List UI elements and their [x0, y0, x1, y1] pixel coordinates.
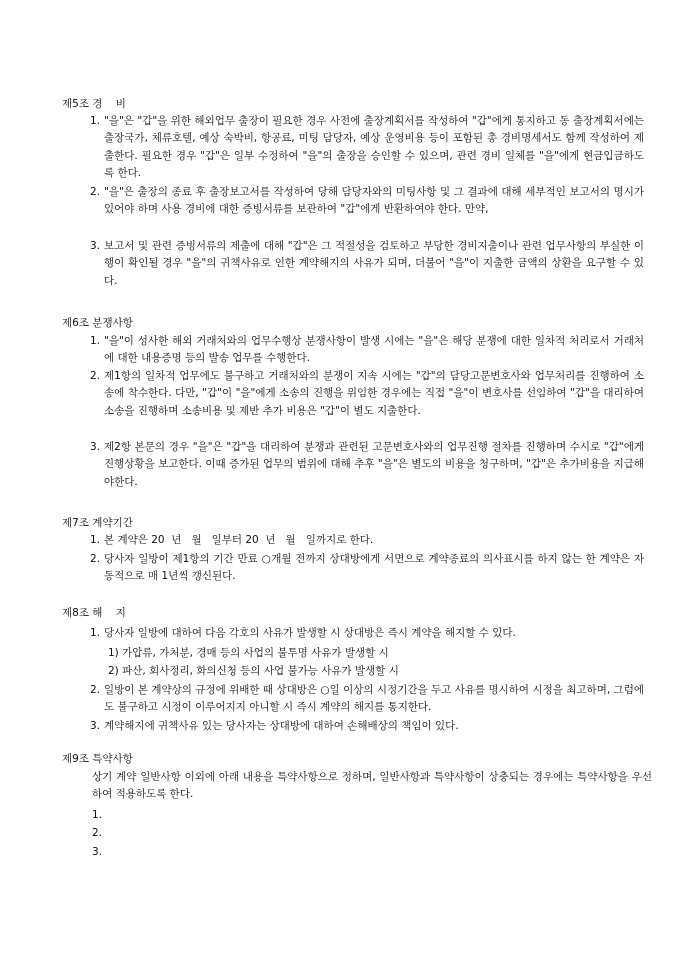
article-9-blank-3: 3. — [92, 846, 103, 858]
article-8-title: 제8조 해 지 — [62, 607, 126, 619]
article-5-title: 제5조 경 비 — [62, 98, 126, 110]
item-text: "을"이 성사한 해외 거래처와의 업무수행상 분쟁사항이 발생 시에는 "을"은 해당 분쟁에 대한 일차적 처리로서 거래처에 대한 내용증명 등의 발송 업무를 수행한다. — [104, 335, 644, 365]
item-number: 2. — [90, 684, 101, 696]
article-8-subitem-2: 2) 파산, 회사정리, 화의신청 등의 사업 불가능 사유가 발생할 시 — [108, 665, 399, 677]
item-number: 2. — [90, 186, 101, 198]
item-text: "을"은 출장의 종료 후 출장보고서를 작성하여 당해 담당자와의 미팅사항 및 그 결과에 대해 세부적인 보고서의 명시가 있어야 하며 사용 경비에 대한 증빙서류를 보관하여 "갑"에게 반환하여야 한다. 만약, — [104, 186, 644, 216]
article-9-text: 상기 계약 일반사항 이외에 아래 내용을 특약사항으로 정하며, 일반사항과 특약사항이 상충되는 경우에는 특약사항을 우선하여 적용하도록 한다. — [92, 771, 652, 801]
item-number: 1. — [90, 115, 101, 127]
item-text: 보고서 및 관련 증빙서류의 제출에 대해 "갑"은 그 적절성을 검토하고 부당한 경비지출이나 관련 업무사항의 부실한 이행이 확인될 경우 "을"의 귀책사유로 인한 계약해지의 사유가 되며, 더불어 "을"이 지출한 금액의 상환을 요구할 수 있다. — [104, 240, 644, 287]
article-9-title: 제9조 특약사항 — [62, 753, 133, 765]
item-number: 2. — [90, 553, 101, 565]
item-text: 제2항 본문의 경우 "을"은 "갑"을 대리하여 분쟁과 관련된 고문변호사와의 업무진행 절차를 진행하며 수시로 "갑"에게 진행상황을 보고한다. 이때 증가된 업무의 범위에 대해 추후 "을"은 별도의 비용을 청구하며, "갑"은 추가비용을 지급해야한다. — [104, 441, 644, 488]
item-number: 2. — [90, 370, 101, 382]
item-number: 3. — [90, 720, 101, 732]
article-7-title: 제7조 계약기간 — [62, 517, 133, 529]
item-number: 1. — [90, 534, 101, 546]
item-number: 1. — [90, 335, 101, 347]
item-text: "을"은 "갑"을 위한 해외업무 출장이 필요한 경우 사전에 출장계획서를 작성하여 "갑"에게 통지하고 동 출장계획서에는 출장국가, 체류호텔, 예상 숙박비, 항공료, 미팅 담당자, 예상 운영비용 등이 포함된 총 경비명세서도 함께 작성하여 제출한다. 필요한 경우 "갑"은 일부 수정하여 "을"의 출장을 승인할 수 있으며, 관련 경비 일체를 "을"에게 현금입금하도록 한다. — [104, 115, 644, 180]
article-8-subitem-1: 1) 가압류, 가처분, 경매 등의 사업의 불투명 사유가 발생할 시 — [108, 647, 389, 659]
item-number: 1. — [90, 627, 101, 639]
article-6-title: 제6조 분쟁사항 — [62, 317, 133, 329]
item-text: 본 계약은 20 년 월 일부터 20 년 월 일까지로 한다. — [104, 534, 374, 546]
item-number: 3. — [90, 441, 101, 453]
item-text: 계약해지에 귀책사유 있는 당사자는 상대방에 대하여 손해배상의 책임이 있다. — [104, 720, 459, 732]
item-text: 당사자 일방에 대하여 다음 각호의 사유가 발생할 시 상대방은 즉시 계약을 해지할 수 있다. — [104, 627, 516, 639]
item-text: 제1항의 일차적 업무에도 불구하고 거래처와의 분쟁이 지속 시에는 "갑"의 담당고문변호사와 업무처리를 진행하여 소송에 착수한다. 다만, "갑"이 "을"에게 소송의 진행을 위임한 경우에는 직접 "을"이 변호사를 선임하여 "갑"을 대리하여 소송을 진행하며 소송비용 및 제반 추가 비용은 "갑"이 별도 지출한다. — [104, 370, 644, 417]
item-text: 일방이 본 계약상의 규정에 위배한 때 상대방은 ○일 이상의 시정기간을 두고 사유를 명시하여 시정을 최고하며, 그럼에도 불구하고 시정이 이루어지지 아니할 시 즉시 계약의 해지를 통지한다. — [104, 684, 644, 714]
item-text: 당사자 일방이 제1항의 기간 만료 ○개월 전까지 상대방에게 서면으로 계약종료의 의사표시를 하지 않는 한 계약은 자동적으로 매 1년씩 갱신된다. — [104, 553, 644, 583]
item-number: 3. — [90, 240, 101, 252]
article-9-blank-1: 1. — [92, 809, 103, 821]
article-9-blank-2: 2. — [92, 827, 103, 839]
